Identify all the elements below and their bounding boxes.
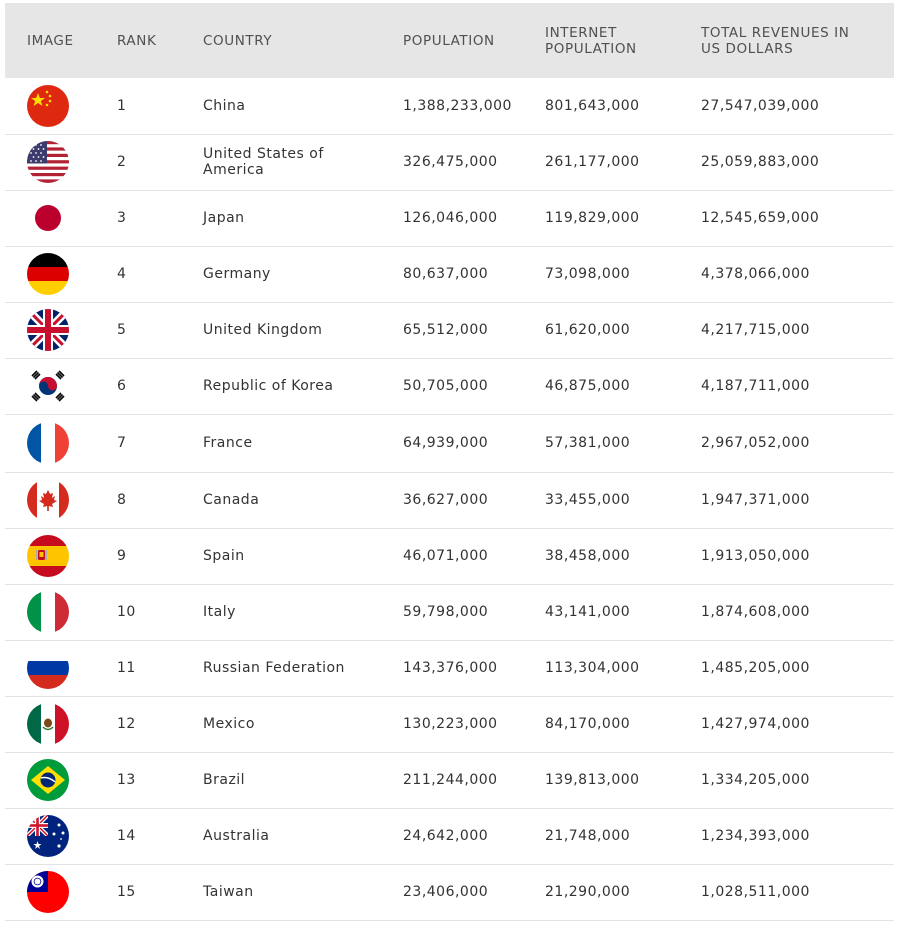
table-row	[5, 302, 894, 358]
table-row	[5, 752, 894, 808]
usa-flag-icon	[27, 141, 69, 183]
population-cell: 1,388,233,000	[403, 97, 512, 114]
table-header-row	[5, 3, 894, 78]
revenue-cell: 1,334,205,000	[701, 772, 810, 788]
ranking-table-container	[5, 3, 894, 921]
population-cell: 326,475,000	[403, 154, 498, 170]
country-line2: America	[203, 162, 265, 178]
country-cell: France	[203, 435, 253, 451]
italy-flag-icon	[27, 591, 69, 633]
rank-cell: 12	[117, 716, 136, 732]
header-revenues-line2: US DOLLARS	[701, 40, 794, 57]
rank-cell: 1	[117, 97, 127, 114]
internet-population-cell: 21,748,000	[545, 828, 631, 844]
flag-cell	[5, 134, 117, 190]
revenue-cell: 1,913,050,000	[701, 548, 810, 564]
country-cell: Taiwan	[203, 884, 254, 900]
population-cell: 143,376,000	[403, 660, 498, 676]
revenue-cell: 2,967,052,000	[701, 435, 810, 451]
flag-cell	[5, 752, 117, 808]
revenue-cell: 1,234,393,000	[701, 828, 810, 844]
australia-flag-icon	[27, 815, 69, 857]
table-row	[5, 528, 894, 584]
rank-cell: 4	[117, 266, 127, 282]
country-cell: Republic of Korea	[203, 378, 334, 394]
internet-population-cell: 43,141,000	[545, 604, 631, 620]
flag-cell	[5, 246, 117, 302]
mexico-flag-icon	[27, 703, 69, 745]
table-row	[5, 864, 894, 920]
revenue-cell: 4,378,066,000	[701, 266, 810, 282]
korea-flag-icon	[27, 365, 69, 407]
header-revenues-line1: TOTAL REVENUES IN	[701, 24, 850, 41]
population-cell: 80,637,000	[403, 266, 489, 282]
france-flag-icon	[27, 422, 69, 464]
table-row	[5, 246, 894, 302]
header-country: COUNTRY	[203, 32, 273, 49]
internet-population-cell: 46,875,000	[545, 378, 631, 394]
country-line1: United States of	[203, 146, 324, 162]
population-cell: 59,798,000	[403, 604, 489, 620]
revenue-cell: 12,545,659,000	[701, 210, 820, 226]
spain-flag-icon	[27, 535, 69, 577]
table-row	[5, 414, 894, 472]
uk-flag-icon	[27, 309, 69, 351]
country-cell: Germany	[203, 266, 271, 282]
internet-population-cell: 261,177,000	[545, 154, 640, 170]
flag-cell	[5, 78, 117, 134]
header-internet-population	[545, 3, 701, 78]
table-row	[5, 584, 894, 640]
revenue-cell: 1,427,974,000	[701, 716, 810, 732]
country-cell: Mexico	[203, 716, 255, 732]
country-cell: Italy	[203, 604, 236, 620]
internet-population-cell: 57,381,000	[545, 435, 631, 451]
country-cell: United Kingdom	[203, 322, 323, 338]
population-cell: 50,705,000	[403, 378, 489, 394]
russia-flag-icon	[27, 647, 69, 689]
rank-cell: 5	[117, 322, 127, 338]
rank-cell: 3	[117, 210, 127, 226]
china-flag-icon	[27, 85, 69, 127]
table-row	[5, 358, 894, 414]
country-cell	[203, 134, 403, 190]
revenue-cell: 27,547,039,000	[701, 97, 820, 114]
population-cell: 211,244,000	[403, 772, 498, 788]
country-cell: Russian Federation	[203, 660, 345, 676]
country-cell: Japan	[203, 210, 245, 226]
header-internet-line1: INTERNET	[545, 24, 617, 41]
rank-cell: 2	[117, 154, 127, 170]
population-cell: 23,406,000	[403, 884, 489, 900]
revenue-cell: 1,947,371,000	[701, 492, 810, 508]
country-cell: Spain	[203, 548, 245, 564]
flag-cell	[5, 864, 117, 920]
table-row	[5, 696, 894, 752]
population-cell: 126,046,000	[403, 210, 498, 226]
internet-population-cell: 21,290,000	[545, 884, 631, 900]
header-rank: RANK	[117, 32, 157, 49]
internet-population-cell: 113,304,000	[545, 660, 640, 676]
table-row	[5, 78, 894, 134]
country-ranking-table	[5, 3, 894, 921]
header-total-revenues	[701, 3, 894, 78]
flag-cell	[5, 414, 117, 472]
flag-cell	[5, 808, 117, 864]
revenue-cell: 4,217,715,000	[701, 322, 810, 338]
population-cell: 24,642,000	[403, 828, 489, 844]
internet-population-cell: 38,458,000	[545, 548, 631, 564]
japan-flag-icon	[27, 197, 69, 239]
rank-cell: 10	[117, 604, 136, 620]
germany-flag-icon	[27, 253, 69, 295]
table-row	[5, 134, 894, 190]
rank-cell: 8	[117, 492, 127, 508]
flag-cell	[5, 472, 117, 528]
table-row	[5, 808, 894, 864]
internet-population-cell: 119,829,000	[545, 210, 640, 226]
population-cell: 36,627,000	[403, 492, 489, 508]
country-cell: Brazil	[203, 772, 246, 788]
rank-cell: 13	[117, 772, 136, 788]
country-cell: Australia	[203, 828, 270, 844]
flag-cell	[5, 528, 117, 584]
revenue-cell: 1,028,511,000	[701, 884, 810, 900]
revenue-cell: 4,187,711,000	[701, 378, 810, 394]
internet-population-cell: 801,643,000	[545, 97, 640, 114]
header-population: POPULATION	[403, 32, 495, 49]
flag-cell	[5, 584, 117, 640]
rank-cell: 15	[117, 884, 136, 900]
population-cell: 130,223,000	[403, 716, 498, 732]
flag-cell	[5, 302, 117, 358]
brazil-flag-icon	[27, 759, 69, 801]
population-cell: 65,512,000	[403, 322, 489, 338]
rank-cell: 7	[117, 435, 127, 451]
revenue-cell: 25,059,883,000	[701, 154, 820, 170]
table-row	[5, 640, 894, 696]
flag-cell	[5, 190, 117, 246]
flag-cell	[5, 640, 117, 696]
population-cell: 46,071,000	[403, 548, 489, 564]
flag-cell	[5, 696, 117, 752]
country-cell: China	[203, 97, 246, 114]
internet-population-cell: 61,620,000	[545, 322, 631, 338]
taiwan-flag-icon	[27, 871, 69, 913]
flag-cell	[5, 358, 117, 414]
internet-population-cell: 84,170,000	[545, 716, 631, 732]
canada-flag-icon	[27, 479, 69, 521]
rank-cell: 14	[117, 828, 136, 844]
internet-population-cell: 33,455,000	[545, 492, 631, 508]
table-row	[5, 190, 894, 246]
revenue-cell: 1,874,608,000	[701, 604, 810, 620]
rank-cell: 9	[117, 548, 127, 564]
country-cell: Canada	[203, 492, 260, 508]
internet-population-cell: 73,098,000	[545, 266, 631, 282]
rank-cell: 11	[117, 660, 136, 676]
header-internet-line2: POPULATION	[545, 40, 637, 57]
header-image: IMAGE	[27, 32, 74, 49]
internet-population-cell: 139,813,000	[545, 772, 640, 788]
revenue-cell: 1,485,205,000	[701, 660, 810, 676]
table-row	[5, 472, 894, 528]
rank-cell: 6	[117, 378, 127, 394]
population-cell: 64,939,000	[403, 435, 489, 451]
